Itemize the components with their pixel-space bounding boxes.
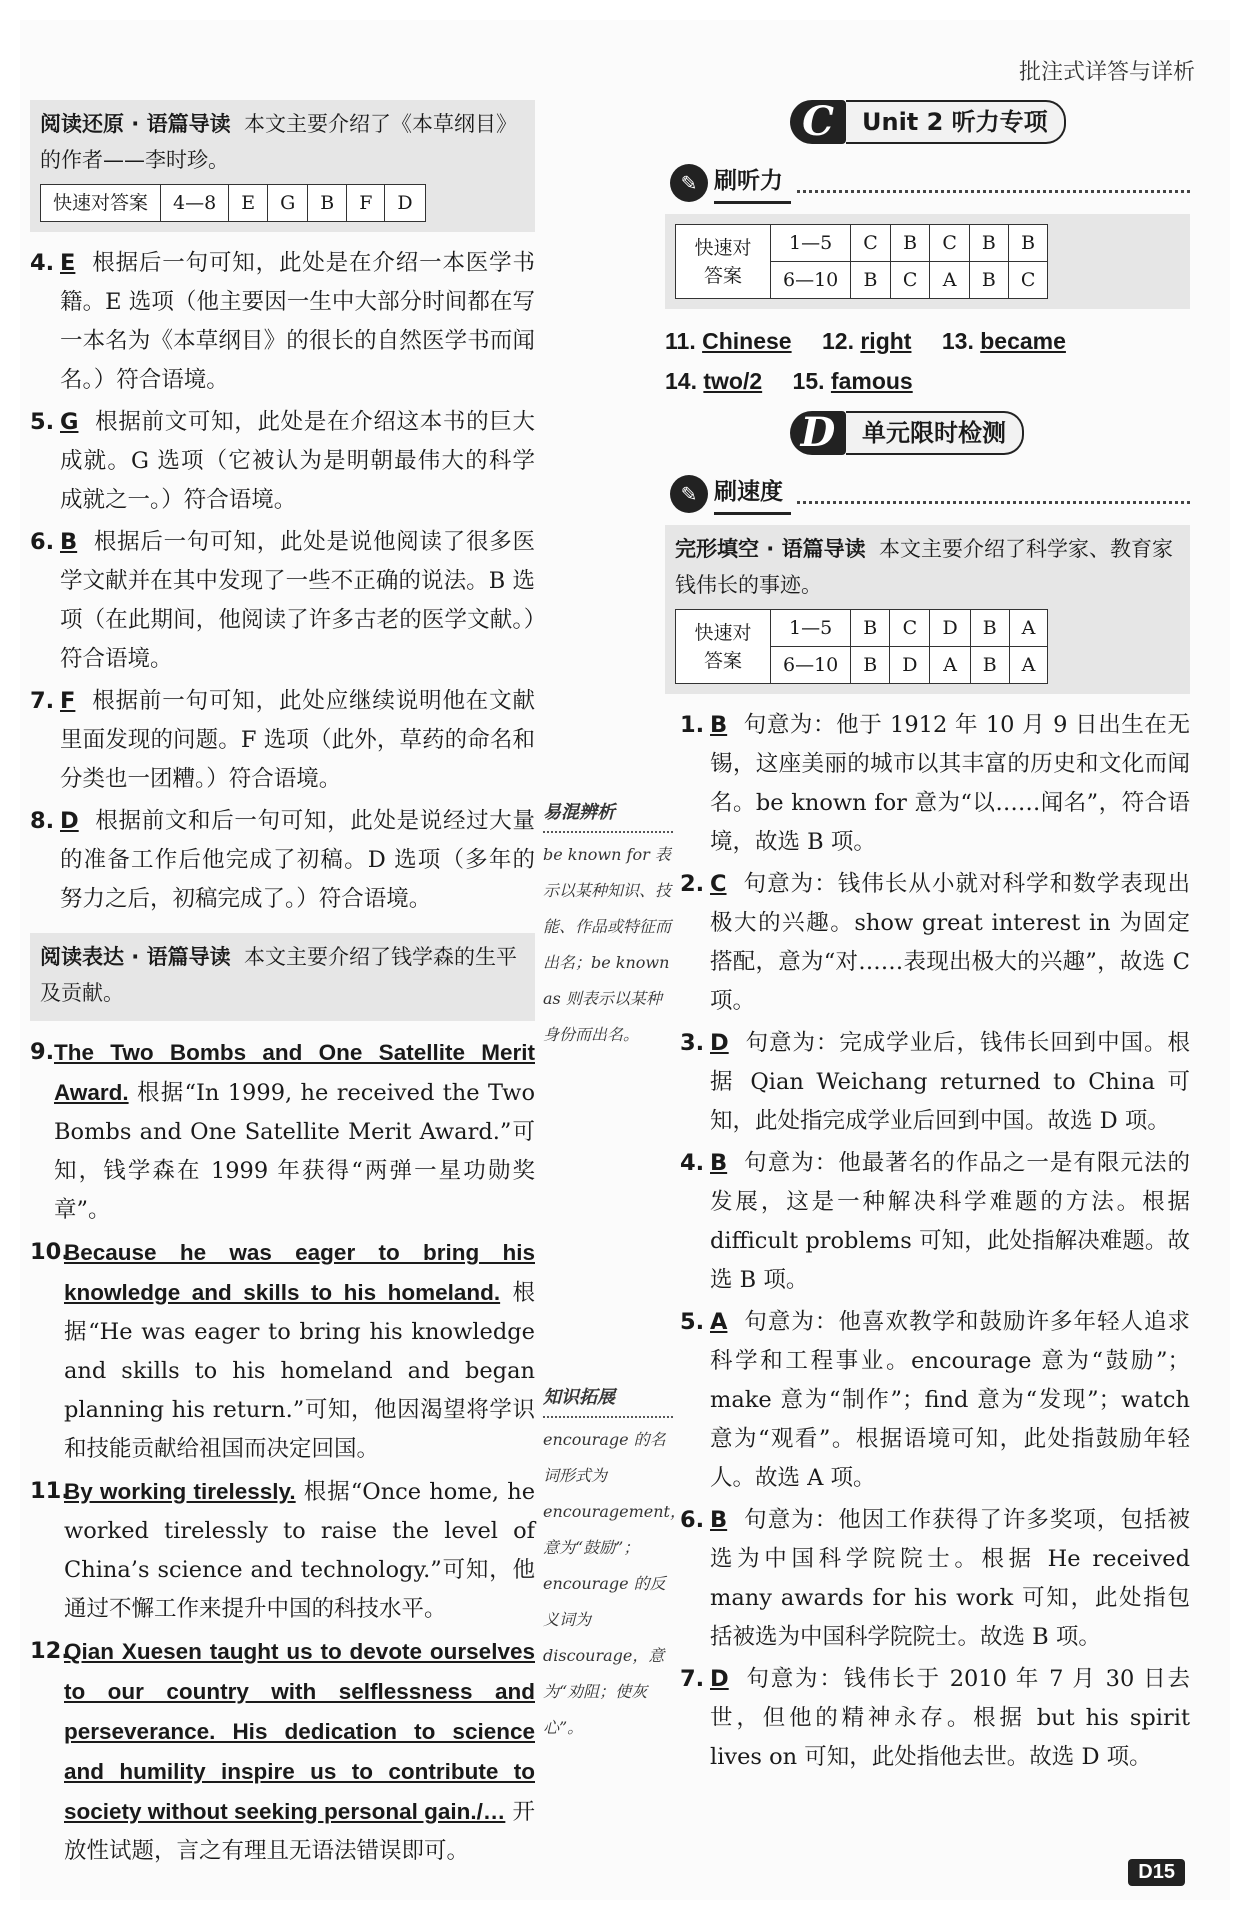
item-number: 6. — [30, 529, 55, 555]
banner-letter-icon: D — [790, 411, 846, 455]
item-answer: B — [60, 529, 78, 555]
listening-answer: famous — [830, 368, 913, 394]
item-answer: A — [710, 1309, 728, 1335]
guide-label: 完形填空 · 语篇导读 — [675, 537, 866, 561]
listening-answer: right — [860, 328, 912, 354]
item-number: 5. — [30, 409, 55, 435]
guide-text: 本文主要介绍了《本草纲目》的作者——李时珍。 — [40, 112, 517, 172]
item-number: 9. — [30, 1039, 55, 1065]
item-number: 11. — [30, 1478, 70, 1504]
answer-item — [30, 1472, 535, 1629]
item-answer: The Two Bombs and One Satellite Merit Award. — [54, 1040, 535, 1105]
quick-answer-table — [675, 224, 1048, 299]
item-explanation: 根据“In 1999, he received the Two Bombs and One Satellite Merit Award.”可知，钱学森在 1999 年获得“两弹一星功勋奖章”。 — [54, 1080, 535, 1223]
reading-restore-guide — [30, 100, 535, 232]
reading-express-guide — [30, 933, 535, 1021]
table-cell: D — [385, 185, 425, 222]
item-explanation: 句意为：他因工作获得了许多奖项，包括被选为中国科学院院士。根据 He received many awards for his work 可知，此处指包括被选为中国科学院院士。故选 B 项。 — [710, 1507, 1190, 1650]
unit-banner — [790, 100, 1190, 144]
item-number: 3. — [680, 1030, 705, 1056]
table-cell: B — [1008, 225, 1048, 262]
item-answer: C — [710, 871, 727, 897]
item-answer: B — [710, 712, 728, 738]
answer-item — [680, 1024, 1190, 1141]
right-column — [665, 98, 1190, 1780]
table-cell: C — [1008, 262, 1048, 299]
table-cell: D — [890, 647, 930, 684]
table-head: 快速对答案 — [41, 185, 161, 222]
item-explanation: 根据“Once home, he worked tirelessly to raise the level of China’s science and technology.”可知，他通过不懈工作来提升中国的科技水平。 — [64, 1479, 536, 1622]
quick-answer-table — [675, 609, 1048, 684]
item-number: 7. — [680, 1666, 705, 1692]
section-header-speed — [670, 473, 1190, 515]
unit-title: Unit 2 听力专项 — [846, 100, 1066, 144]
item-number: 2. — [680, 871, 705, 897]
table-head: 快速对答案 — [676, 610, 771, 684]
item-answer: D — [710, 1666, 729, 1692]
listening-answer: became — [980, 328, 1066, 354]
answer-item — [30, 802, 535, 919]
test-title: 单元限时检测 — [846, 411, 1024, 455]
item-answer: F — [60, 688, 76, 714]
item-number: 6. — [680, 1507, 705, 1533]
guide-text: 本文主要介绍了钱学森的生平及贡献。 — [40, 945, 517, 1005]
answer-item — [680, 706, 1190, 862]
test-banner — [790, 411, 1190, 455]
guide-label: 阅读还原 · 语篇导读 — [40, 112, 231, 136]
listening-answers-row: 11. Chinese 12. right 13. became — [665, 328, 1066, 354]
table-cell: 6—10 — [771, 262, 851, 299]
answer-item — [680, 1660, 1190, 1777]
listening-icon: ✎ — [670, 164, 708, 202]
side-note-extension — [543, 1380, 686, 1746]
item-number: 5. — [680, 1309, 705, 1335]
cloze-guide — [665, 525, 1190, 694]
table-cell: B — [851, 262, 891, 299]
table-cell: 6—10 — [771, 647, 851, 684]
side-note-confusion — [543, 795, 673, 1053]
table-cell: C — [851, 225, 891, 262]
table-cell: C — [930, 225, 970, 262]
item-answer: B — [710, 1150, 728, 1176]
answer-item — [30, 1233, 535, 1469]
answer-item — [680, 1303, 1190, 1498]
item-explanation: 根据后一句可知，此处是在介绍一本医学书籍。E 选项（他主要因一生中大部分时间都在写一本名为《本草纲目》的很长的自然医学书而闻名。）符合语境。 — [60, 250, 535, 393]
item-answer: By working tirelessly. — [64, 1479, 296, 1504]
item-number: 10. — [30, 1239, 70, 1265]
table-cell: A — [930, 262, 970, 299]
item-answer: G — [60, 409, 79, 435]
table-cell: A — [930, 647, 970, 684]
answer-item — [30, 682, 535, 799]
item-answer: D — [710, 1030, 729, 1056]
table-cell: 1—5 — [771, 610, 851, 647]
item-explanation: 开放性试题，言之有理且无语法错误即可。 — [64, 1799, 536, 1864]
guide-label: 阅读表达 · 语篇导读 — [40, 945, 231, 969]
dotted-divider — [797, 174, 1190, 193]
note-tag: 易混辨析 — [543, 795, 673, 833]
answer-item — [30, 523, 535, 679]
answer-item — [680, 1501, 1190, 1657]
note-text: be known for 表示以某种知识、技能、作品或特征而出名；be known as 则表示以某种身份而出名。 — [543, 845, 672, 1044]
item-explanation: 根据后一句可知，此处是说他阅读了很多医学文献并在其中发现了一些不正确的说法。B 选项（在此期间，他阅读了许多古老的医学文献。）符合语境。 — [60, 529, 535, 672]
left-column — [30, 100, 535, 1874]
table-cell: B — [308, 185, 347, 222]
speed-icon: ✎ — [670, 475, 708, 513]
item-number: 8. — [30, 808, 55, 834]
item-answer: Because he was eager to bring his knowledge and skills to his homeland. — [64, 1240, 535, 1305]
table-cell: B — [890, 225, 930, 262]
item-explanation: 句意为：他喜欢教学和鼓励许多年轻人追求科学和工程事业。encourage 意为“鼓励”；make 意为“制作”；find 意为“发现”；watch 意为“观看”。根据语境可知，此处指鼓励年轻人。故选 A 项。 — [710, 1309, 1190, 1491]
item-explanation: 根据前一句可知，此处应继续说明他在文献里面发现的问题。F 选项（此外，草药的命名和分类也一团糟。）符合语境。 — [60, 688, 535, 792]
note-tag: 知识拓展 — [543, 1380, 673, 1418]
note-text: encourage 的名词形式为 encouragement，意为“鼓励”；encourage 的反义词为 discourage，意为“劝阻；使灰心”。 — [543, 1430, 686, 1737]
item-number: 4. — [30, 250, 55, 276]
dotted-divider — [797, 485, 1190, 504]
table-cell: B — [969, 225, 1008, 262]
answer-item — [30, 1632, 535, 1871]
answer-item — [680, 865, 1190, 1021]
item-explanation: 根据“He was eager to bring his knowledge and skills to his homeland and began planning his return.”可知，他因渴望将学识和技能贡献给祖国而决定回国。 — [64, 1280, 536, 1462]
item-number: 4. — [680, 1150, 705, 1176]
item-explanation: 句意为：钱伟长从小就对科学和数学表现出极大的兴趣。show great interest in 为固定搭配，意为“对……表现出极大的兴趣”，故选 C 项。 — [710, 871, 1190, 1014]
header-title: 批注式详答与详析 — [1018, 60, 1195, 85]
item-answer: E — [60, 250, 76, 276]
item-explanation: 根据前文和后一句可知，此处是说经过大量的准备工作后他完成了初稿。D 选项（多年的努力之后，初稿完成了。）符合语境。 — [60, 808, 535, 912]
listening-answers-row: 14. two/2 15. famous — [665, 368, 913, 394]
listening-answer: Chinese — [702, 328, 792, 354]
item-explanation: 句意为：他最著名的作品之一是有限元法的发展，这是一种解决科学难题的方法。根据 difficult problems 可知，此处指解决难题。故选 B 项。 — [710, 1150, 1190, 1293]
section-label: 刷速度 — [714, 473, 791, 515]
table-cell: E — [229, 185, 268, 222]
answer-item — [680, 1144, 1190, 1300]
table-cell: B — [851, 610, 890, 647]
table-cell: 4—8 — [161, 185, 229, 222]
item-explanation: 根据前文可知，此处是在介绍这本书的巨大成就。G 选项（它被认为是明朝最伟大的科学成就之一。）符合语境。 — [60, 409, 535, 513]
banner-letter-icon: C — [790, 100, 846, 144]
table-cell: 1—5 — [771, 225, 851, 262]
item-answer: Qian Xuesen taught us to devote ourselves to our country with selflessness and perseverance. His dedication to science and humility inspire us to contribute to society without seeking personal gain./… — [64, 1639, 535, 1824]
table-cell: A — [1009, 647, 1048, 684]
listening-answer-box — [665, 214, 1190, 309]
table-cell: B — [969, 262, 1008, 299]
item-number: 1. — [680, 712, 705, 738]
item-explanation: 句意为：他于 1912 年 10 月 9 日出生在无锡，这座美丽的城市以其丰富的历史和文化而闻名。be known for 意为“以……闻名”，符合语境，故选 B 项。 — [710, 712, 1190, 855]
table-cell: B — [970, 610, 1009, 647]
item-number: 7. — [30, 688, 55, 714]
answer-item — [30, 1033, 535, 1230]
quick-answer-table — [40, 184, 426, 222]
guide-text: 本文主要介绍了科学家、教育家钱伟长的事迹。 — [675, 537, 1173, 597]
table-cell: C — [890, 610, 930, 647]
table-cell: C — [890, 262, 930, 299]
table-cell: A — [1009, 610, 1048, 647]
item-number: 12. — [30, 1638, 70, 1664]
answer-item — [30, 244, 535, 400]
table-cell: B — [970, 647, 1009, 684]
table-cell: B — [851, 647, 890, 684]
section-header-listening — [670, 162, 1190, 204]
table-cell: G — [268, 185, 308, 222]
item-explanation: 句意为：钱伟长于 2010 年 7 月 30 日去世，但他的精神永存。根据 but his spirit lives on 可知，此处指他去世。故选 D 项。 — [710, 1666, 1190, 1770]
listening-answer: two/2 — [703, 368, 763, 394]
page-number: D15 — [1128, 1859, 1185, 1886]
section-label: 刷听力 — [714, 162, 791, 204]
item-answer: D — [60, 808, 79, 834]
item-explanation: 句意为：完成学业后，钱伟长回到中国。根据 Qian Weichang returned to China 可知，此处指完成学业后回到中国。故选 D 项。 — [710, 1030, 1190, 1134]
table-cell: D — [930, 610, 970, 647]
answer-item — [30, 403, 535, 520]
item-answer: B — [710, 1507, 728, 1533]
table-head: 快速对答案 — [676, 225, 771, 299]
table-cell: F — [347, 185, 385, 222]
